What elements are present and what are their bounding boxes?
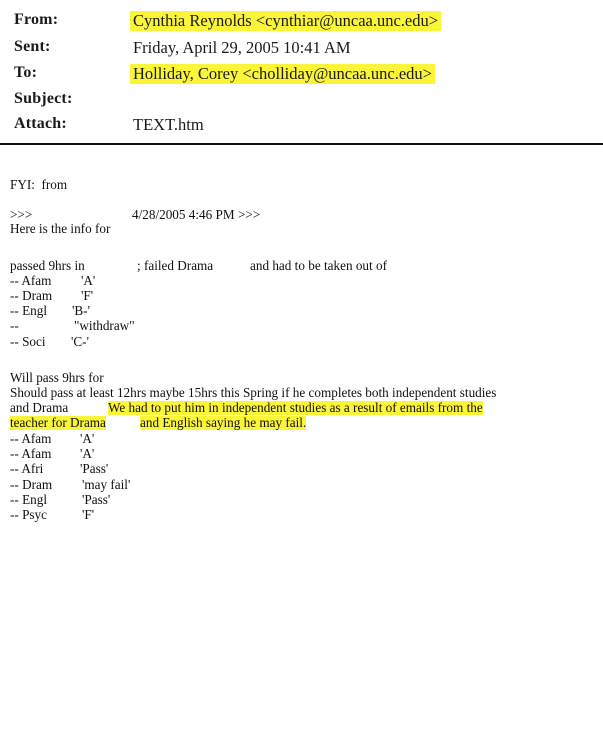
and-drama-text: and Drama	[10, 400, 69, 415]
from-row	[0, 11, 603, 33]
sent-label: Sent:	[14, 38, 51, 55]
quote-time: 4/28/2005 4:46 PM >>>	[132, 207, 261, 222]
intro-line: Here is the info for	[10, 221, 111, 236]
attach-label: Attach:	[14, 115, 67, 132]
grade-row-value: 'A'	[80, 431, 95, 446]
to-value: Holliday, Corey <cholliday@uncaa.unc.edu>	[130, 64, 435, 84]
grade-row-prefix: -- Engl	[10, 303, 47, 318]
grade-row-value: "withdraw"	[74, 318, 135, 333]
to-label: To:	[14, 64, 38, 81]
grade-row-value: 'F'	[81, 288, 94, 303]
grade-row-prefix: -- Dram	[10, 288, 53, 303]
subject-row	[0, 90, 603, 112]
grade-row-prefix: -- Dram	[10, 477, 53, 492]
grade-row-value: 'A'	[81, 273, 96, 288]
grade-row-value: 'may fail'	[82, 477, 131, 492]
fyi-line: FYI: from	[10, 177, 68, 192]
grade-row-value: 'A'	[80, 446, 95, 461]
grade-row-value: 'Pass'	[80, 461, 109, 476]
grade-row-value: 'C-'	[71, 334, 89, 349]
grade-row-prefix: -- Afam	[10, 446, 52, 461]
grade-row-value: 'Pass'	[82, 492, 111, 507]
subject-label: Subject:	[14, 90, 73, 107]
grade-row-prefix: -- Psyc	[10, 507, 47, 522]
highlighted-note-b: teacher for Drama	[10, 415, 106, 430]
to-row	[0, 64, 603, 86]
quote-marker: >>>	[10, 207, 33, 222]
grade-row-prefix: -- Afam	[10, 273, 52, 288]
attach-value[interactable]: TEXT.htm	[133, 115, 204, 134]
passed-text-a: passed 9hrs in	[10, 258, 85, 273]
from-label: From:	[14, 11, 59, 28]
highlighted-note-c: and English saying he may fail.	[140, 415, 307, 430]
highlighted-note-a: We had to put him in independent studies as a result of emails from the	[108, 400, 483, 415]
email-body	[10, 170, 600, 744]
attach-row	[0, 115, 603, 137]
grade-row-prefix: -- Afam	[10, 431, 52, 446]
grade-row-prefix: -- Engl	[10, 492, 47, 507]
passed-text-b: ; failed Drama	[137, 258, 214, 273]
passed-text-c: and had to be taken out of	[250, 258, 387, 273]
will-pass-line: Will pass 9hrs for	[10, 370, 104, 385]
grade-row-value: 'F'	[82, 507, 95, 522]
header-divider	[0, 143, 603, 145]
email-header	[0, 0, 603, 146]
grade-row-prefix: -- Afri	[10, 461, 44, 476]
sent-value: Friday, April 29, 2005 10:41 AM	[133, 38, 351, 57]
grade-row-value: 'B-'	[72, 303, 90, 318]
grade-row-prefix: --	[10, 318, 19, 333]
grade-row-prefix: -- Soci	[10, 334, 46, 349]
sent-row	[0, 38, 603, 60]
from-value: Cynthia Reynolds <cynthiar@uncaa.unc.edu>	[130, 11, 441, 31]
should-pass-line: Should pass at least 12hrs maybe 15hrs this Spring if he completes both independent studies	[10, 385, 497, 400]
